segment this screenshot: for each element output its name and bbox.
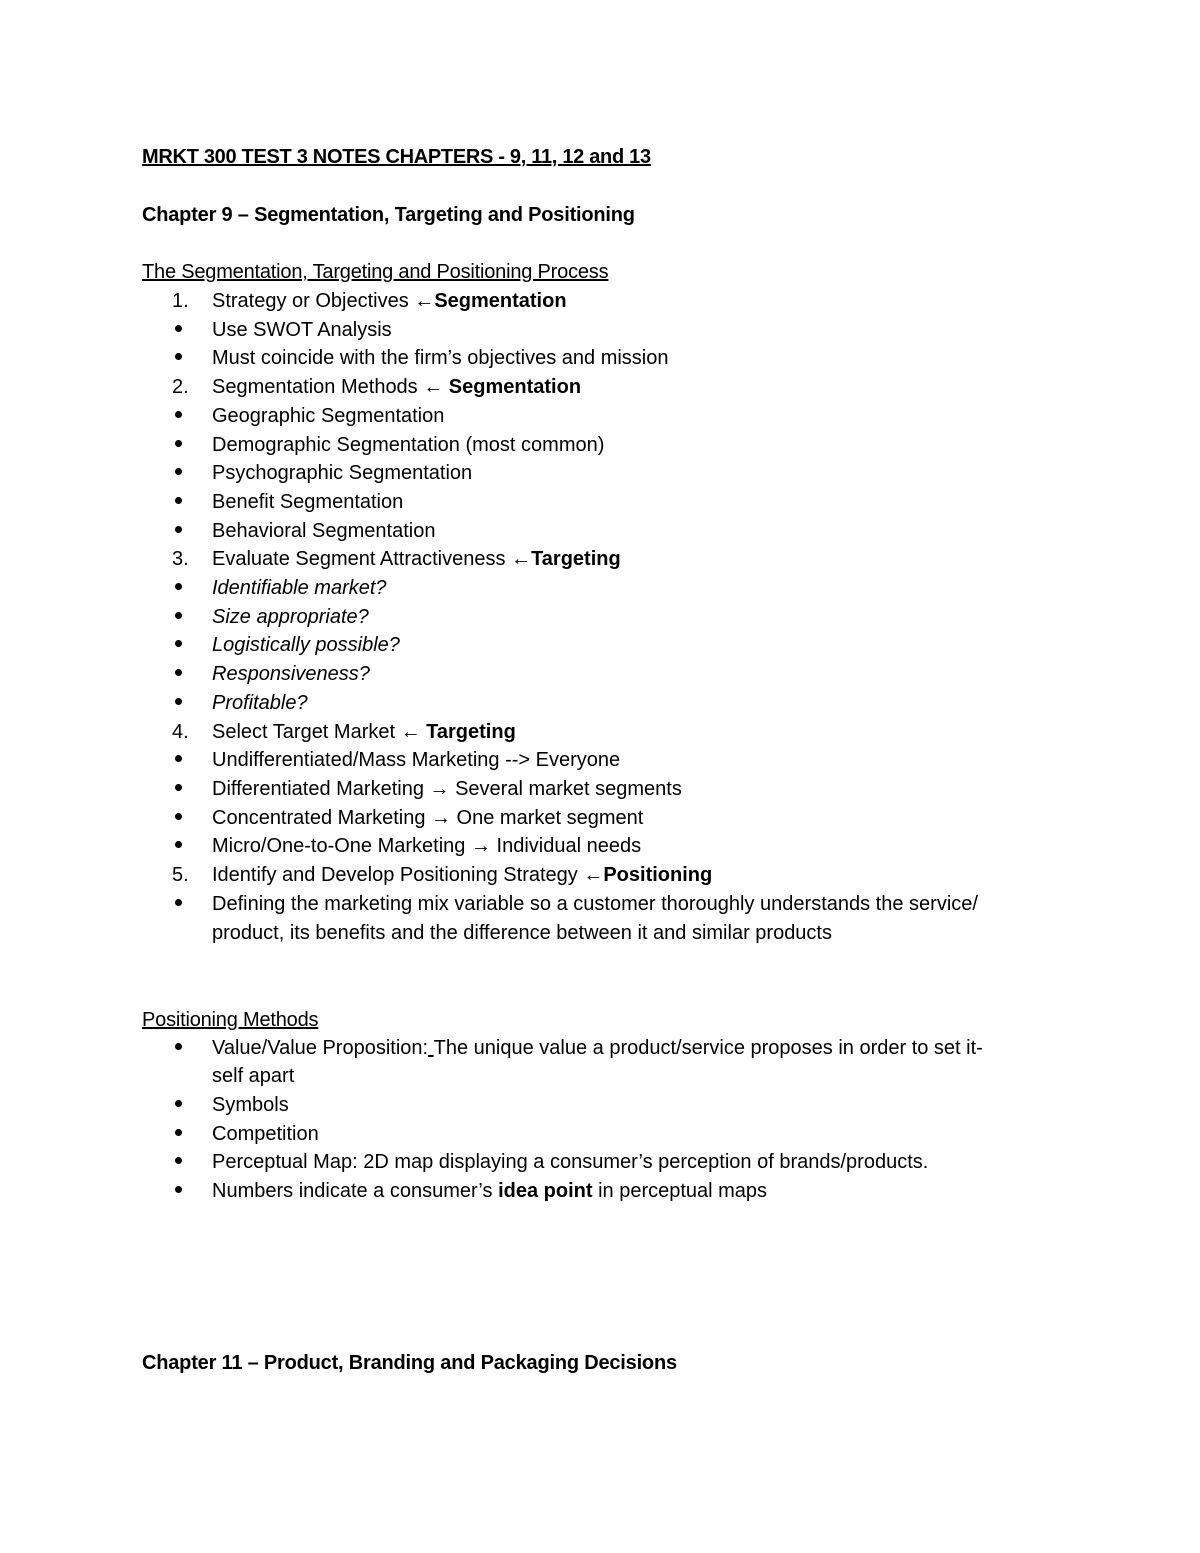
- bullet-icon: [172, 318, 212, 342]
- list-item-text: [212, 748, 620, 772]
- list-item: [172, 404, 444, 428]
- list-item: [172, 748, 620, 772]
- list-item-text: [212, 576, 387, 600]
- stage-label: Positioning: [603, 864, 713, 886]
- list-item: [172, 490, 403, 514]
- list-item: [172, 1179, 767, 1203]
- list-item-text-after: in perceptual maps: [592, 1180, 768, 1202]
- list-item-text: [212, 433, 604, 457]
- stage-label: Targeting: [426, 721, 516, 743]
- list-item-text: [212, 490, 403, 514]
- list-item: [172, 346, 668, 370]
- list-item-text: [212, 375, 581, 399]
- list-item-text: Competition: [212, 1123, 319, 1145]
- bullet-icon: [172, 1093, 212, 1117]
- bullet-icon: [172, 892, 212, 916]
- criteria-question: Logistically possible?: [212, 634, 400, 656]
- list-item-text: [212, 547, 621, 571]
- list-item: [172, 633, 400, 657]
- bullet-icon: [172, 519, 212, 543]
- list-item: [172, 691, 308, 715]
- bullet-icon: [172, 1179, 212, 1203]
- list-item-text: [212, 863, 712, 887]
- list-item: [172, 806, 643, 830]
- bullet-icon: [172, 777, 212, 801]
- bullet-icon: [172, 1150, 212, 1174]
- list-item-plain: Segmentation Methods ←: [212, 376, 449, 398]
- list-item: [172, 1093, 289, 1117]
- list-item-plain: Use SWOT Analysis: [212, 319, 392, 341]
- list-item-plain: Strategy or Objectives ←: [212, 290, 435, 312]
- list-item-plain: Evaluate Segment Attractiveness ←: [212, 548, 532, 570]
- stage-label: Targeting: [531, 548, 621, 570]
- list-item: [172, 892, 978, 916]
- list-item-text: [212, 691, 308, 715]
- stage-label: Segmentation: [448, 376, 582, 398]
- step-number: 1.: [172, 290, 189, 312]
- list-item-plain: Micro/One-to-One Marketing → Individual needs: [212, 835, 642, 857]
- document-title: MRKT 300 TEST 3 NOTES CHAPTERS - 9, 11, 12 and 13: [142, 146, 651, 168]
- list-item-plain: Undifferentiated/Mass Marketing --> Everyone: [212, 749, 621, 771]
- list-item-plain: Psychographic Segmentation: [212, 462, 473, 484]
- list-item-plain: Behavioral Segmentation: [212, 520, 436, 542]
- list-item: [172, 519, 435, 543]
- list-item-text: [212, 777, 682, 801]
- list-item-plain: Concentrated Marketing → One market segment: [212, 807, 644, 829]
- numbered-step: [172, 720, 516, 744]
- step-number: 4.: [172, 721, 189, 743]
- list-item-plain: Differentiated Marketing → Several market segments: [212, 778, 682, 800]
- bullet-icon: [172, 748, 212, 772]
- list-item: [172, 662, 370, 686]
- list-item-text: [212, 318, 392, 342]
- bullet-icon: [172, 433, 212, 457]
- bullet-icon: [172, 662, 212, 686]
- list-item-text: [212, 346, 668, 370]
- numbered-step: [172, 375, 581, 399]
- list-item: [172, 777, 682, 801]
- criteria-question: Profitable?: [212, 692, 308, 714]
- list-item: [172, 1150, 928, 1174]
- value-prop-label: Value/Value Proposition:: [212, 1037, 429, 1059]
- chapter-11-heading: Chapter 11 – Product, Branding and Packaging Decisions: [142, 1352, 677, 1374]
- list-item: [172, 1036, 983, 1060]
- stage-label: Segmentation: [434, 290, 567, 312]
- list-item-continuation: self apart: [212, 1065, 295, 1087]
- numbered-step: [172, 547, 621, 571]
- list-item: [172, 605, 369, 629]
- list-item-plain: Demographic Segmentation (most common): [212, 434, 605, 456]
- list-item-text: [212, 633, 400, 657]
- bullet-icon: [172, 633, 212, 657]
- list-item-plain: Geographic Segmentation: [212, 405, 445, 427]
- list-item-text: Numbers indicate a consumer’s: [212, 1180, 499, 1202]
- list-item-text: [212, 892, 978, 916]
- list-item-plain: Benefit Segmentation: [212, 491, 404, 513]
- list-item-plain: Select Target Market ←: [212, 721, 427, 743]
- bullet-icon: [172, 605, 212, 629]
- positioning-heading: Positioning Methods: [142, 1009, 319, 1031]
- chapter-9-heading: Chapter 9 – Segmentation, Targeting and Positioning: [142, 204, 635, 226]
- list-item-text: [212, 289, 567, 313]
- list-item: [172, 1122, 319, 1146]
- numbered-step: [172, 289, 567, 313]
- list-item-text: [212, 605, 369, 629]
- list-item-text: [212, 720, 516, 744]
- numbered-step: [172, 863, 712, 887]
- criteria-question: Size appropriate?: [212, 606, 369, 628]
- list-item-plain: Identify and Develop Positioning Strategy ←: [212, 864, 604, 886]
- bullet-icon: [172, 576, 212, 600]
- criteria-question: Responsiveness?: [212, 663, 370, 685]
- list-item: [172, 576, 387, 600]
- list-item-text: Perceptual Map: 2D map displaying a consumer’s perception of brands/products.: [212, 1151, 929, 1173]
- list-item-text: [212, 662, 370, 686]
- list-item-bold: idea point: [498, 1180, 593, 1202]
- list-item-text: [212, 519, 435, 543]
- list-item-text: Symbols: [212, 1094, 289, 1116]
- bullet-icon: [172, 806, 212, 830]
- bullet-icon: [172, 490, 212, 514]
- list-item: [172, 461, 472, 485]
- list-item-plain: Defining the marketing mix variable so a customer thoroughly understands the service/: [212, 893, 978, 915]
- criteria-question: Identifiable market?: [212, 577, 387, 599]
- list-item-plain: Must coincide with the firm’s objectives and mission: [212, 347, 669, 369]
- value-prop-text: The unique value a product/service proposes in order to set it-: [433, 1037, 983, 1059]
- list-item-text: [212, 461, 472, 485]
- list-item: [172, 834, 641, 858]
- list-item: [172, 433, 604, 457]
- bullet-icon: [172, 404, 212, 428]
- bullet-icon: [172, 461, 212, 485]
- bullet-icon: [172, 691, 212, 715]
- list-item-continuation: product, its benefits and the difference between it and similar products: [212, 922, 832, 944]
- bullet-icon: [172, 346, 212, 370]
- step-number: 2.: [172, 376, 189, 398]
- bullet-icon: [172, 834, 212, 858]
- step-number: 3.: [172, 548, 189, 570]
- list-item-text: [212, 806, 643, 830]
- bullet-icon: [172, 1036, 212, 1060]
- list-item-text: [212, 404, 444, 428]
- bullet-icon: [172, 1122, 212, 1146]
- process-heading: The Segmentation, Targeting and Positioning Process: [142, 261, 609, 283]
- step-number: 5.: [172, 864, 189, 886]
- list-item-text: [212, 834, 641, 858]
- list-item: [172, 318, 392, 342]
